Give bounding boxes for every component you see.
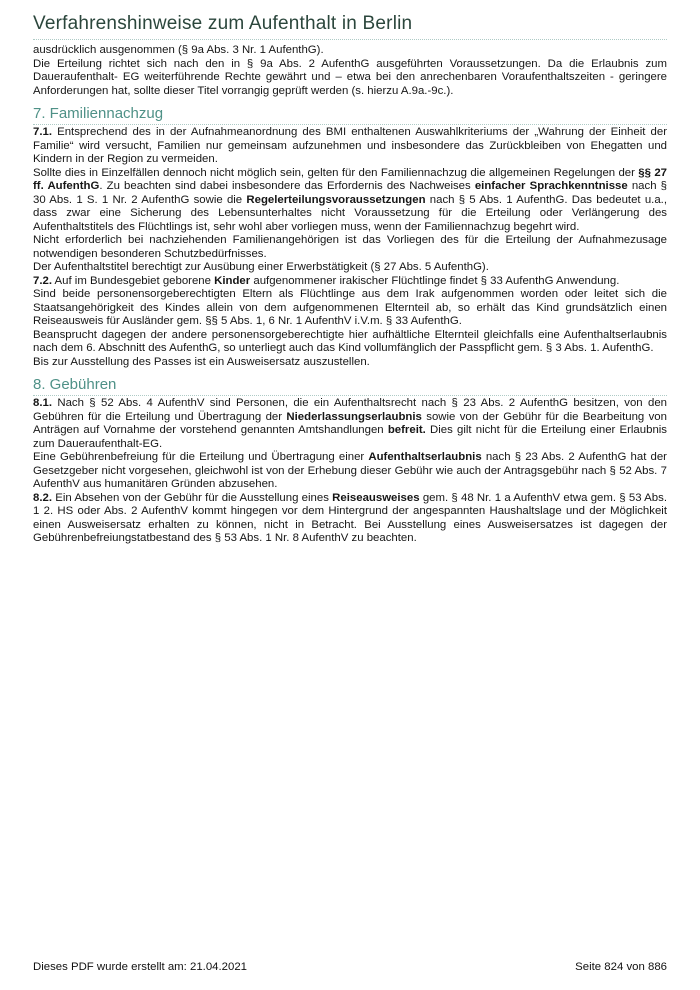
text-run: sowie von der Gebühr für die Bearbeitung von Anträgen auf Vornahme der vorstehend genannten Amtshandlungen bbox=[33, 410, 667, 436]
title-divider bbox=[33, 39, 667, 40]
text-run: Nicht erforderlich bei nachziehenden Familienangehörigen ist das Vorliegen des für die Erteilung der Aufnahmezusage notwendigen besonderen Schutzbedürfnisses. bbox=[33, 234, 667, 260]
paragraph bbox=[33, 261, 667, 275]
text-run: Ein Absehen von der Gebühr für die Ausstellung eines bbox=[52, 491, 333, 504]
text-run: ausdrücklich ausgenommen (§ 9a Abs. 3 Nr. 1 AufenthG). bbox=[33, 44, 324, 56]
text-run: nach § 30 Abs. 1 S. 1 Nr. 2 AufenthG sowie die bbox=[33, 180, 667, 206]
paragraph bbox=[33, 451, 667, 492]
paragraph bbox=[33, 275, 667, 289]
paragraph bbox=[33, 397, 667, 451]
section-heading-familiennachzug: 7. Familiennachzug bbox=[33, 105, 164, 122]
paragraph bbox=[33, 167, 667, 235]
text-run: Sind beide personensorgeberechtigten Eltern als Flüchtlinge aus dem Irak aufgenommen worden oder leitet sich die Staatsangehörigkeit des Kindes allein von dem aufgenommenen Elternteil ab, so erhält das Kind grundsätzlich einen Reiseausweis für Ausländer gem. §§ 5 Abs. 1, 6 Nr. 1 AufenthV i.V.m. § 33 AufenthG. bbox=[33, 288, 667, 327]
text-run: Nach § 52 Abs. 4 AufenthV sind Personen, die ein Aufenthaltsrecht nach § 23 Abs. 2 AufenthG besitzen, von den Gebühren für die Erteilung und Übertragung der bbox=[33, 397, 667, 423]
text-run: Der Aufenthaltstitel berechtigt zur Ausübung einer Erwerbstätigkeit (§ 27 Abs. 5 AufenthG). bbox=[33, 261, 489, 273]
text-run-bold: Reiseausweises bbox=[332, 491, 420, 504]
section-divider bbox=[33, 124, 667, 125]
text-run: aufgenommener irakischer Flüchtlinge findet § 33 AufenthG Anwendung. bbox=[250, 274, 620, 287]
text-run-bold: Regelerteilungsvoraussetzungen bbox=[246, 193, 426, 206]
text-run: Sollte dies in Einzelfällen dennoch nicht möglich sein, gelten für den Familiennachzug die allgemeinen Regelungen der bbox=[33, 166, 639, 179]
paragraph bbox=[33, 492, 667, 546]
text-run: Eine Gebührenbefreiung für die Erteilung und Übertragung einer bbox=[33, 451, 369, 463]
document-title: Verfahrenshinweise zum Aufenthalt in Berlin bbox=[33, 13, 413, 34]
paragraph bbox=[33, 234, 667, 261]
text-run: . Zu beachten sind dabei insbesondere das Erfordernis des Nachweises bbox=[99, 180, 475, 192]
text-run-bold: 7.1. bbox=[33, 126, 52, 138]
text-run-bold: Niederlassungserlaubnis bbox=[286, 410, 422, 423]
section-heading-gebuehren: 8. Gebühren bbox=[33, 376, 117, 393]
paragraph bbox=[33, 288, 667, 329]
text-run-bold: einfacher Sprachkenntnisse bbox=[474, 180, 628, 192]
text-run: Beansprucht dagegen der andere personensorgeberechtigte hier aufhältliche Elternteil gleichfalls eine Aufenthaltserlaubnis nach dem 6. Abschnitt des AufenthG, so unterliegt auch das Kind vollumfänglich der Passpflicht gem. § 3 Abs. 1. AufenthG. bbox=[33, 328, 667, 354]
document-body bbox=[33, 44, 667, 546]
text-run: Entsprechend des in der Aufnahmeanordnung des BMI enthaltenen Auswahlkriteriums der „Wahrung der Einheit der Familie“ wird versucht, Familien nur gemeinsam aufzunehmen und insbesondere das Zurückbleiben von Ehegatten und Kindern in der Region zu vermeiden. bbox=[33, 126, 667, 165]
text-run: Bis zur Ausstellung des Passes ist ein Ausweisersatz auszustellen. bbox=[33, 355, 370, 368]
text-run-bold: Kinder bbox=[214, 274, 251, 287]
text-run: Die Erteilung richtet sich nach den in § 9a Abs. 2 AufenthG ausgeführten Voraussetzungen. Da die Erlaubnis zum Daueraufenthalt- EG weiterführende Rechte gewährt und – etwa bei den anrechenbaren Voraufenthaltszeiten - geringere Anforderungen hat, sollte dieser Titel vorrangig geprüft werden (s. hierzu A.9a.-9c.). bbox=[33, 57, 667, 97]
text-run: Dies gilt nicht für die Erteilung einer Erlaubnis zum Daueraufenthalt-EG. bbox=[33, 424, 668, 450]
footer-page-number: Seite 824 von 886 bbox=[575, 961, 667, 973]
text-run: Auf im Bundesgebiet geborene bbox=[52, 274, 215, 287]
text-run: nach § 23 Abs. 2 AufenthG hat der Gesetzgeber nicht vorgesehen, gleichwohl ist von der Erhebung dieser Gebühr wie auch der Antragsgebühr nach § 52 Abs. 7 AufenthV aus humanitären Gründen abzusehen. bbox=[33, 451, 667, 490]
text-run: nach § 5 Abs. 1 AufenthG. Das bedeutet u.a., dass zwar eine Sicherung des Lebensunterhaltes nicht Voraussetzung für die Erteilung oder Verlängerung des Aufenthaltstitels des Flüchtlings ist, sehr wohl aber vorliegen muss, wenn der Familiennachzug begehrt wird. bbox=[33, 193, 667, 233]
text-run-bold: 7.2. bbox=[33, 274, 52, 287]
paragraph bbox=[33, 126, 667, 167]
paragraph bbox=[33, 58, 667, 99]
paragraph bbox=[33, 44, 667, 58]
footer-created-date: Dieses PDF wurde erstellt am: 21.04.2021 bbox=[33, 961, 247, 973]
text-run: gem. § 48 Nr. 1 a AufenthV etwa gem. § 53 Abs. 1 2. HS oder Abs. 2 AufenthV kommt hingegen vor dem Hintergrund der angespannten Haushaltslage und der Möglichkeit einen Ausweisersatz erhalten zu können, nicht in Betracht. Bei Ausstellung eines Ausweisersatzes ist dagegen der Gebührenbefreiungstatbestand des § 53 Abs. 1 Nr. 8 AufenthV zu beachten. bbox=[33, 491, 667, 544]
paragraph bbox=[33, 329, 667, 356]
text-run-bold: 8.1. bbox=[33, 397, 52, 409]
text-run-bold: §§ 27 ff. AufenthG bbox=[33, 166, 667, 192]
text-run-bold: 8.2. bbox=[33, 491, 52, 504]
page-footer bbox=[33, 961, 667, 975]
text-run-bold: Aufenthaltserlaubnis bbox=[368, 451, 482, 463]
text-run-bold: befreit. bbox=[387, 424, 426, 436]
paragraph bbox=[33, 356, 667, 370]
section-divider bbox=[33, 395, 667, 396]
